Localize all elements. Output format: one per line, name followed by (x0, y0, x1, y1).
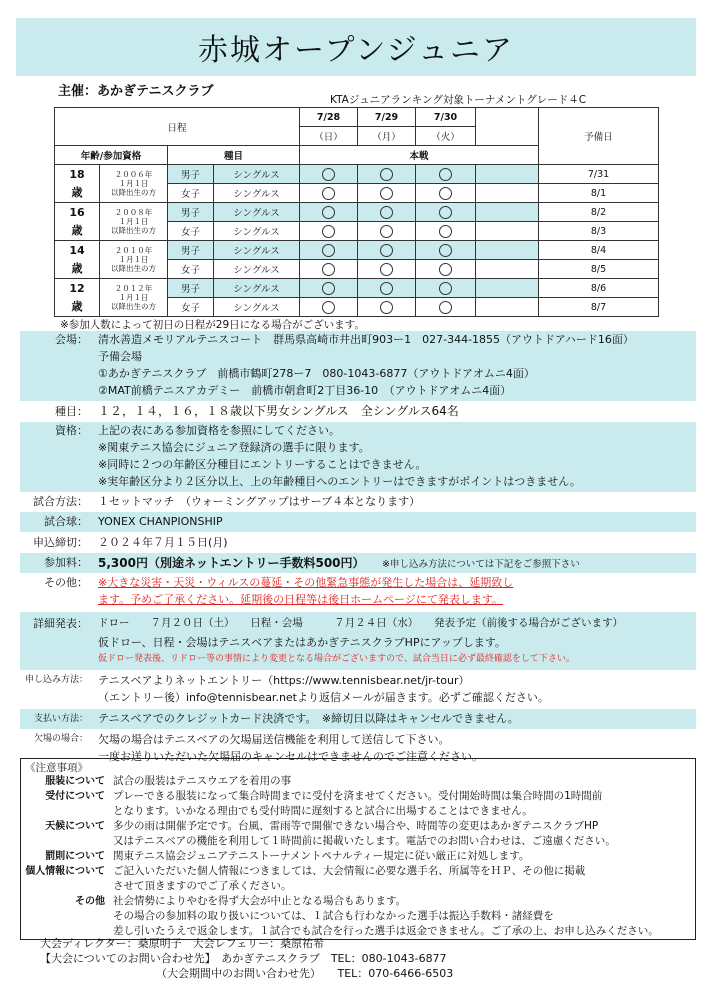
absence-line: 一度お送りいただいた欠場届のキャンセルはできませんのでご注意ください。 (98, 750, 483, 763)
gender-cell: 女子 (168, 184, 214, 203)
match-day-cell (300, 222, 358, 241)
age-value: 12 (69, 281, 85, 295)
age-unit: 歳 (71, 299, 83, 313)
event-cell: シングルス (214, 222, 300, 241)
circle-icon (439, 187, 452, 200)
venue-line: 予備会場 (98, 350, 142, 363)
notice-heading: 《注意事項》 (25, 762, 88, 774)
reserve-day-cell: 8/7 (539, 298, 659, 317)
blank-cell (476, 165, 539, 184)
blank-cell (476, 222, 539, 241)
gender-cell: 女子 (168, 222, 214, 241)
detail-label: 詳細発表： (33, 617, 88, 630)
fee-note: ※申し込み方法については下記をご参照下さい (382, 559, 580, 570)
match-day-cell (300, 165, 358, 184)
age-value: 16 (69, 205, 85, 219)
eligibility-year: ２０１２年 (114, 283, 153, 293)
qualification-line: ※関東テニス協会にジュニア登録済の選手に限ります。 (98, 441, 370, 454)
circle-icon (322, 263, 335, 276)
fee-row (20, 553, 696, 573)
age-header: 年齢/参加資格 (55, 146, 168, 165)
qualification-line: ※実年齢区分より２区分以上、上の年齢種目へのエントリーはできますがポイントはつきません。 (98, 475, 581, 488)
footer-contact: 【大会についてのお問い合わせ先】 あかぎテニスクラブ TEL：080-1043-6877 (40, 952, 447, 965)
reserve-day-cell: 8/5 (539, 260, 659, 279)
match-day-cell (358, 298, 416, 317)
event-cell: シングルス (214, 165, 300, 184)
notice-item-label: 天候について (45, 821, 105, 832)
event-cell: シングルス (214, 184, 300, 203)
eligibility-after: 以降出生の方 (111, 226, 156, 236)
other-line: ※大きな災害・天災・ウィルスの蔓延・その他緊急事態が発生した場合は、延期致し (98, 576, 514, 589)
notice-item-label: その他 (75, 896, 105, 907)
circle-icon (380, 282, 393, 295)
page-title: 赤城オープンジュニア (16, 18, 696, 76)
age-unit: 歳 (71, 185, 83, 199)
notice-item-line: 試合の服装はテニスウエアを着用の事 (113, 775, 292, 787)
gender-cell: 男子 (168, 165, 214, 184)
eligibility-cell (100, 241, 168, 279)
venue-label: 会場： (55, 333, 88, 346)
apply-row (20, 672, 696, 708)
match-day-cell (416, 241, 476, 260)
absence-label: 欠場の場合： (33, 734, 88, 744)
other-label: その他： (44, 576, 88, 589)
detail-line: ドロー ７月２０日（土） 日程・会場 ７月２４日（水） 発表予定（前後する場合がございます） (98, 617, 623, 629)
day-1: （日） (300, 127, 358, 146)
circle-icon (439, 168, 452, 181)
day-2: （月） (358, 127, 416, 146)
notice-item-line: させて頂きますのでご了承ください。 (113, 880, 292, 892)
age-value: 18 (69, 167, 85, 181)
payment-label: 支払い方法： (33, 714, 88, 724)
footer-contact-during: （大会期間中のお問い合わせ先） TEL：070-6466-6503 (156, 967, 454, 980)
qualification-label: 資格： (55, 424, 88, 437)
payment-value: テニスベアでのクレジットカード決済です。 ※締切日以降はキャンセルできません。 (98, 712, 519, 725)
format-value: １セットマッチ （ウォーミングアップはサーブ４本となります） (98, 495, 421, 508)
payment-row (20, 709, 696, 729)
circle-icon (439, 206, 452, 219)
match-day-cell (358, 260, 416, 279)
reserve-day-cell: 8/6 (539, 279, 659, 298)
table-row (55, 165, 659, 184)
circle-icon (322, 282, 335, 295)
blank-cell (476, 298, 539, 317)
eligibility-year: ２００６年 (114, 169, 153, 179)
match-day-cell (416, 222, 476, 241)
event-cell: シングルス (214, 260, 300, 279)
reserve-day-cell: 8/2 (539, 203, 659, 222)
age-cell (55, 279, 100, 317)
qualification-line: 上記の表にある参加資格を参照にしてください。 (98, 424, 340, 437)
day-3: （火） (416, 127, 476, 146)
match-day-cell (300, 279, 358, 298)
qualification-line: ※同時に２つの年齢区分種目にエントリーすることはできません。 (98, 458, 427, 471)
notice-item-line: 差し引いたうえで返金します。１試合でも試合を行った選手は返金できません。ご了承の上、お申し込みください。 (113, 925, 659, 937)
circle-icon (322, 206, 335, 219)
organizer: 主催：あかぎテニスクラブ (58, 84, 214, 99)
gender-cell: 女子 (168, 298, 214, 317)
notice-item-label: 受付について (45, 791, 105, 802)
apply-line: （エントリー後）info@tennisbear.netより返信メールが届きます。必ずご確認ください。 (98, 691, 549, 704)
event-header: 種目 (168, 146, 300, 165)
circle-icon (439, 282, 452, 295)
deadline-value: ２０２４年７月１５日(月) (98, 536, 228, 549)
match-day-cell (300, 298, 358, 317)
circle-icon (380, 187, 393, 200)
date-1: 7/28 (300, 108, 358, 127)
venue-line: ②MAT前橋テニスアカデミー 前橋市朝倉町2丁目36-10 （アウトドアオムニ4面） (98, 384, 512, 397)
ball-value: YONEX CHANPIONSHIP (98, 515, 223, 528)
detail-line: 仮ドロー発表後、リドロー等の事情により変更となる場合がございますので、試合当日に必ず最終確認をして下さい。 (98, 654, 575, 664)
notice-item-line: その場合の参加料の取り扱いについては、１試合も行わなかった選手は振込手数料・諸経費を (113, 910, 554, 922)
gender-cell: 男子 (168, 279, 214, 298)
eligibility-after: 以降出生の方 (111, 264, 156, 274)
gender-cell: 男子 (168, 203, 214, 222)
age-cell (55, 241, 100, 279)
reserve-day-cell: 8/1 (539, 184, 659, 203)
ball-label: 試合球： (44, 515, 88, 528)
eligibility-date: １月１日 (118, 254, 149, 264)
match-day-cell (358, 222, 416, 241)
match-day-cell (358, 184, 416, 203)
circle-icon (380, 263, 393, 276)
notice-item-label: 服装について (45, 776, 105, 787)
blank-cell (476, 203, 539, 222)
match-day-cell (300, 260, 358, 279)
match-day-cell (416, 260, 476, 279)
event-cell: シングルス (214, 298, 300, 317)
deadline-row (20, 534, 696, 552)
circle-icon (380, 244, 393, 257)
eligibility-date: １月１日 (118, 292, 149, 302)
schedule-table (54, 107, 659, 317)
match-day-cell (300, 203, 358, 222)
fee-label: 参加料： (44, 556, 88, 569)
age-value: 14 (69, 243, 85, 257)
match-day-cell (300, 184, 358, 203)
notice-item-line: となります。いかなる理由でも受付時間に遅刻すると試合に出場することはできません。 (113, 805, 533, 817)
reserve-day-cell: 8/4 (539, 241, 659, 260)
events-row (20, 403, 696, 421)
match-day-cell (358, 203, 416, 222)
notice-item-line: 社会情勢によりやむを得ず大会が中止となる場合もあります。 (113, 895, 407, 907)
table-row (55, 279, 659, 298)
eligibility-date: １月１日 (118, 178, 149, 188)
notice-item-label: 個人情報について (25, 866, 105, 877)
eligibility-cell (100, 279, 168, 317)
venue-line: ①あかぎテニスクラブ 前橋市鶴町278ー7 080-1043-6877（アウトドアオムニ4面） (98, 367, 535, 380)
format-row (20, 493, 696, 511)
circle-icon (380, 225, 393, 238)
match-day-cell (358, 241, 416, 260)
circle-icon (322, 244, 335, 257)
notice-box (20, 758, 696, 940)
circle-icon (380, 206, 393, 219)
circle-icon (322, 168, 335, 181)
eligibility-cell (100, 165, 168, 203)
circle-icon (322, 187, 335, 200)
apply-label: 申し込み方法： (24, 675, 88, 685)
notice-item-line: 関東テニス協会ジュニアテニストーナメントペナルティー規定に従い厳正に対処します。 (113, 850, 530, 862)
age-unit: 歳 (71, 223, 83, 237)
blank-cell (476, 279, 539, 298)
circle-icon (439, 301, 452, 314)
circle-icon (322, 301, 335, 314)
footer-staff: 大会ディレクター：桑原明子 大会レフェリー：桑原祐希 (40, 937, 325, 950)
venue-line: 清水善造メモリアルテニスコート 群馬県高崎市井出町903ー1 027-344-1855（アウトドアハード16面） (98, 333, 634, 346)
eligibility-after: 以降出生の方 (111, 302, 156, 312)
date-3: 7/30 (416, 108, 476, 127)
circle-icon (322, 225, 335, 238)
blank-cell (476, 241, 539, 260)
deadline-label: 申込締切： (33, 536, 88, 549)
venue-row (20, 331, 696, 401)
reserve-header: 予備日 (539, 108, 659, 165)
circle-icon (380, 301, 393, 314)
event-cell: シングルス (214, 203, 300, 222)
reserve-day-cell: 7/31 (539, 165, 659, 184)
eligibility-year: ２０１０年 (114, 245, 153, 255)
detail-row (20, 612, 696, 670)
match-day-cell (416, 298, 476, 317)
match-day-cell (300, 241, 358, 260)
gender-cell: 女子 (168, 260, 214, 279)
circle-icon (439, 225, 452, 238)
other-row (20, 574, 696, 610)
eligibility-year: ２００８年 (114, 207, 153, 217)
fee-value: 5,300円（別途ネットエントリー手数料500円） (98, 556, 365, 570)
schedule-header: 日程 (55, 108, 300, 146)
format-label: 試合方法： (33, 495, 88, 508)
notice-item-line: ご記入いただいた個人情報につきましては、大会情報に必要な選手名、所属等をＨＰ、その他に掲載 (113, 865, 586, 877)
notice-item-line: プレーできる服装になって集合時間までに受付を済ませてください。受付開始時間は集合時間の1時間前 (113, 790, 603, 802)
match-day-cell (416, 203, 476, 222)
event-cell: シングルス (214, 241, 300, 260)
detail-line: 仮ドロー、日程・会場はテニスベアまたはあかぎテニスクラブHPにアップします。 (98, 636, 506, 649)
notice-item-line: 多少の雨は開催予定です。台風、雷雨等で開催できない場合や、時間等の変更はあかぎテニスクラブHP (113, 820, 599, 832)
events-value: １２，１４，１６，１８歳以下男女シングルス 全シングルス64名 (98, 404, 459, 418)
age-cell (55, 203, 100, 241)
event-cell: シングルス (214, 279, 300, 298)
main-header: 本戦 (300, 146, 539, 165)
date-2: 7/29 (358, 108, 416, 127)
eligibility-date: １月１日 (118, 216, 149, 226)
blank-cell (476, 184, 539, 203)
footer (40, 936, 700, 981)
circle-icon (380, 168, 393, 181)
events-label: 種目： (55, 405, 88, 418)
match-day-cell (416, 165, 476, 184)
notice-item-label: 罰則について (45, 851, 105, 862)
ranking-note: KTAジュニアランキング対象トーナメントグレード４C (330, 94, 587, 106)
eligibility-after: 以降出生の方 (111, 188, 156, 198)
match-day-cell (416, 279, 476, 298)
match-day-cell (358, 279, 416, 298)
qualification-row (20, 422, 696, 492)
reserve-day-cell: 8/3 (539, 222, 659, 241)
ball-row (20, 512, 696, 532)
apply-line: テニスベアよりネットエントリー（https://www.tennisbear.net/jr-tour） (98, 674, 470, 687)
match-day-cell (358, 165, 416, 184)
circle-icon (439, 244, 452, 257)
blank-cell (476, 260, 539, 279)
table-row (55, 241, 659, 260)
age-unit: 歳 (71, 261, 83, 275)
table-row (55, 203, 659, 222)
age-cell (55, 165, 100, 203)
circle-icon (439, 263, 452, 276)
absence-line: 欠場の場合はテニスベアの欠場届送信機能を利用して送信して下さい。 (98, 733, 450, 746)
notice-item-line: 又はテニスベアの機能を利用して１時間前に掲載いたします。電話でのお問い合わせは、ご遠慮ください。 (113, 835, 616, 847)
other-line: ます。予めご了承ください。延期後の日程等は後日ホームページにて発表します。 (98, 593, 504, 606)
eligibility-cell (100, 203, 168, 241)
gender-cell: 男子 (168, 241, 214, 260)
match-day-cell (416, 184, 476, 203)
table-footnote: ※参加人数によって初日の日程が29日になる場合がございます。 (60, 319, 365, 331)
